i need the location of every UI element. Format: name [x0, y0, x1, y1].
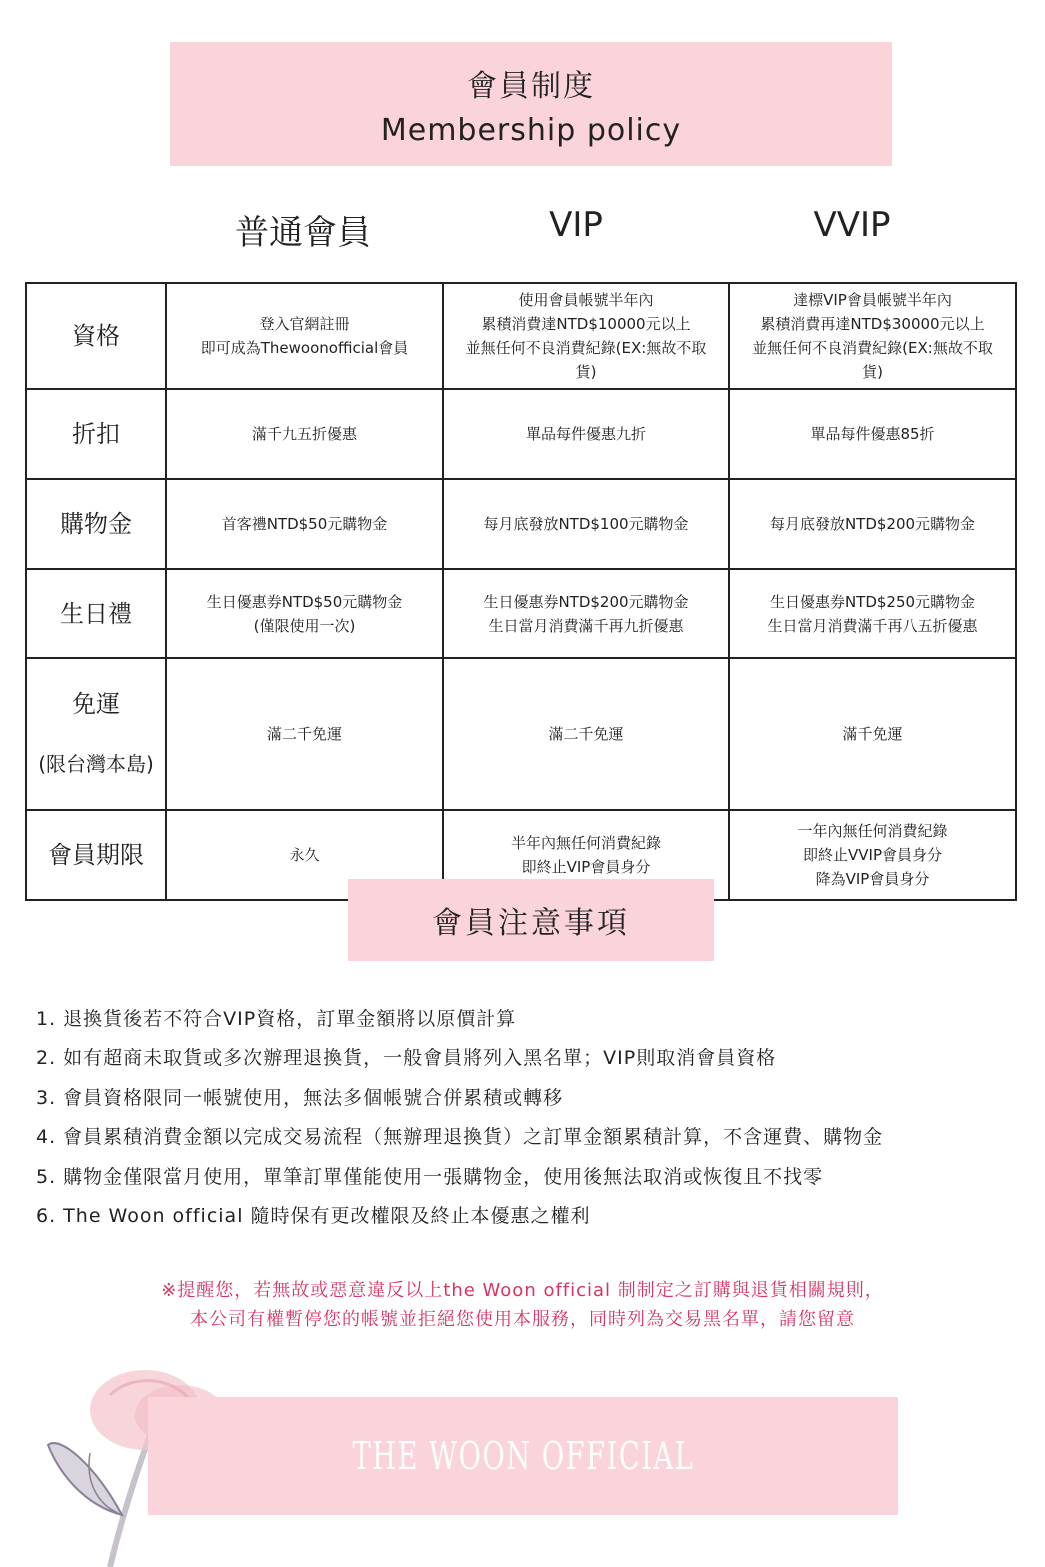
table-row	[26, 283, 1016, 389]
list-item: 1. 退換貨後若不符合VIP資格，訂單金額將以原價計算	[36, 1008, 517, 1030]
table-cell: 首客禮NTD$50元購物金	[166, 479, 443, 569]
table-cell: 單品每件優惠85折	[729, 389, 1016, 479]
brand-banner	[148, 1397, 898, 1515]
notes-list	[36, 1000, 1026, 1236]
table-cell: 生日優惠券NTD$200元購物金 生日當月消費滿千再九折優惠	[443, 569, 729, 658]
table-row	[26, 479, 1016, 569]
row-header-qualification	[26, 283, 166, 389]
warning-line: ※提醒您，若無故或惡意違反以上the Woon official 制制定之訂購與退貨相關規則，	[161, 1280, 884, 1301]
table-cell: 半年內無任何消費紀錄 即終止VIP會員身分	[443, 810, 729, 900]
table-row	[26, 389, 1016, 479]
row-header-discount	[26, 389, 166, 479]
list-item: 6. The Woon official 隨時保有更改權限及終止本優惠之權利	[36, 1205, 591, 1228]
tier-heading-vip: VIP	[549, 205, 603, 245]
table-row	[26, 569, 1016, 658]
row-header-membership-term	[26, 810, 166, 900]
table-cell: 滿千九五折優惠	[166, 389, 443, 479]
notes-heading: 會員注意事項	[348, 879, 714, 961]
table-cell: 使用會員帳號半年內 累積消費達NTD$10000元以上 並無任何不良消費紀錄(EX:無故不取 貨)	[443, 283, 729, 389]
table-cell: 生日優惠券NTD$50元購物金 (僅限使用一次)	[166, 569, 443, 658]
row-label: 資格	[72, 322, 120, 350]
table-cell: 滿二千免運	[166, 658, 443, 810]
title-banner	[170, 42, 892, 166]
row-header-free-shipping	[26, 658, 166, 810]
tier-heading-vvip: VVIP	[813, 205, 891, 245]
table-cell: 滿二千免運	[443, 658, 729, 810]
table-cell: 達標VIP會員帳號半年內 累積消費再達NTD$30000元以上 並無任何不良消費紀錄(EX:無故不取 貨)	[729, 283, 1016, 389]
row-label: 免運	[72, 690, 120, 718]
page-subtitle: Membership policy	[380, 112, 682, 148]
list-item: 3. 會員資格限同一帳號使用，無法多個帳號合併累積或轉移	[36, 1086, 564, 1109]
table-cell: 永久	[166, 810, 443, 900]
table-cell: 一年內無任何消費紀錄 即終止VVIP會員身分 降為VIP會員身分	[729, 810, 1016, 900]
row-label-sub: (限台灣本島)	[38, 752, 154, 776]
table-row	[26, 658, 1016, 810]
table-cell: 滿千免運	[729, 658, 1016, 810]
brand-logo-text: THE WOON OFFICIAL	[352, 1434, 694, 1478]
row-label: 生日禮	[60, 599, 132, 628]
row-header-shopping-credit	[26, 479, 166, 569]
row-label: 會員期限	[48, 841, 144, 869]
row-header-birthday-gift	[26, 569, 166, 658]
table-cell: 單品每件優惠九折	[443, 389, 729, 479]
list-item: 2. 如有超商未取貨或多次辦理退換貨，一般會員將列入黑名單；VIP則取消會員資格	[36, 1047, 777, 1070]
membership-table	[25, 282, 1017, 901]
list-item: 4. 會員累積消費金額以完成交易流程（無辦理退換貨）之訂單金額累積計算，不含運費、購物金	[36, 1126, 884, 1149]
warning-line: 本公司有權暫停您的帳號並拒絕您使用本服務，同時列為交易黑名單，請您留意	[190, 1309, 855, 1330]
list-item: 5. 購物金僅限當月使用，單筆訂單僅能使用一張購物金，使用後無法取消或恢復且不找零	[36, 1165, 824, 1188]
row-label: 購物金	[60, 510, 132, 538]
table-cell: 每月底發放NTD$100元購物金	[443, 479, 729, 569]
page-title: 會員制度	[467, 68, 595, 104]
table-cell: 登入官網註冊 即可成為Thewoonofficial會員	[166, 283, 443, 389]
tier-heading-regular: 普通會員	[235, 213, 371, 253]
table-cell: 生日優惠券NTD$250元購物金 生日當月消費滿千再八五折優惠	[729, 569, 1016, 658]
table-cell: 每月底發放NTD$200元購物金	[729, 479, 1016, 569]
row-label: 折扣	[72, 420, 120, 448]
warning-notice	[0, 1276, 1045, 1334]
